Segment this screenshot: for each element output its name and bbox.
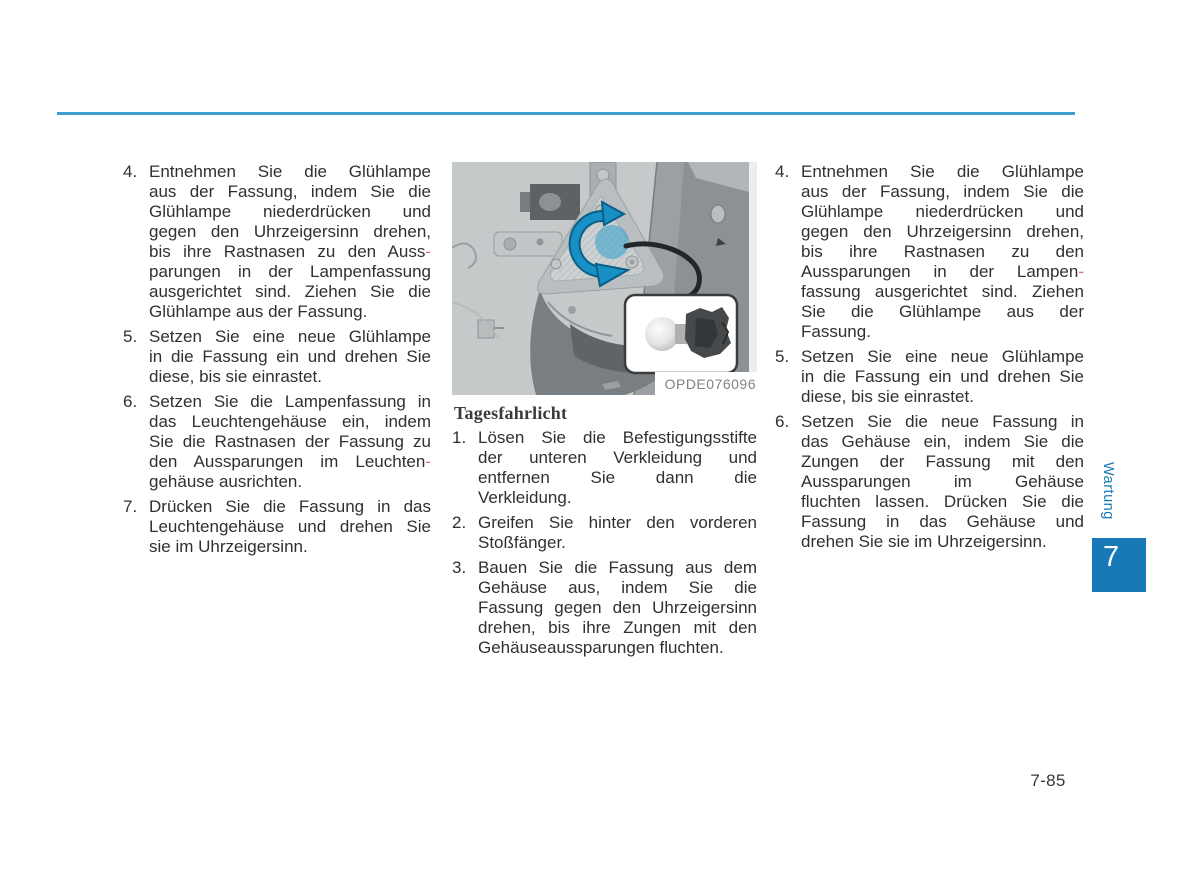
item-number: 4.	[775, 162, 790, 181]
bulb-inset	[625, 295, 737, 373]
item-number: 5.	[123, 327, 138, 346]
list-item	[775, 162, 1084, 342]
item-text	[801, 162, 1084, 342]
item-text	[149, 327, 431, 387]
chapter-number-badge: 7	[1092, 538, 1146, 592]
text-line: das Gehäuse ein, indem Sie die	[801, 432, 1084, 451]
text-line: Fassung in das Gehäuse und	[801, 512, 1084, 531]
item-number: 3.	[452, 558, 467, 577]
mounting-arm	[494, 232, 562, 256]
item-text	[801, 412, 1084, 552]
list-item	[123, 162, 431, 322]
text-line: bis ihre Rastnasen zu den	[801, 242, 1084, 261]
text-line: Glühlampe aus der Fassung.	[149, 302, 368, 321]
middle-column	[452, 162, 757, 663]
text-line: Glühlampe niederdrücken und	[801, 202, 1084, 221]
text-line: sie im Uhrzeigersinn.	[149, 537, 308, 556]
item-number: 1.	[452, 428, 467, 447]
text-line-segment: den Aussparungen im Leuchten	[149, 452, 426, 471]
lamp-housing-photo	[452, 162, 757, 395]
list-item	[452, 558, 757, 658]
list-item	[123, 497, 431, 557]
text-line-segment: bis ihre Rastnasen zu den Auss	[149, 242, 426, 261]
text-line: aus der Fassung, indem Sie die	[149, 182, 431, 201]
item-number: 7.	[123, 497, 138, 516]
text-line: Setzen Sie die Lampenfassung in	[149, 392, 431, 411]
section-heading: Tagesfahrlicht	[454, 403, 568, 423]
text-line: Setzen Sie eine neue Glühlampe	[149, 327, 431, 346]
text-line: drehen, bis ihre Zungen mit den	[478, 618, 757, 637]
text-line: fluchten lassen. Drücken Sie die	[801, 492, 1084, 511]
text-line: parungen in der Lampenfassung	[149, 262, 431, 281]
text-line: Glühlampe niederdrücken und	[149, 202, 431, 221]
text-line: Verkleidung.	[478, 488, 572, 507]
item-number: 6.	[775, 412, 790, 431]
item-number: 2.	[452, 513, 467, 532]
hyphenation-mark: -	[425, 242, 431, 261]
item-text	[149, 162, 431, 322]
text-line: Gehäuseaussparungen fluchten.	[478, 638, 724, 657]
text-line: Setzen Sie eine neue Glühlampe	[801, 347, 1084, 366]
text-line	[149, 242, 431, 262]
text-line: Bauen Sie die Fassung aus dem	[478, 558, 757, 577]
text-line: gehäuse ausrichten.	[149, 472, 303, 491]
text-line-segment: Aussparungen in der Lampen	[801, 262, 1079, 281]
item-text	[801, 347, 1084, 407]
text-line: Fassung gegen den Uhrzeigersinn	[478, 598, 757, 617]
text-line: in die Fassung ein und drehen Sie	[149, 347, 431, 366]
item-text	[149, 392, 431, 492]
left-column	[123, 162, 431, 562]
list-item	[775, 347, 1084, 407]
chapter-tab-label: Wartung	[1100, 462, 1116, 520]
list-item	[775, 412, 1084, 552]
text-line: in die Fassung ein und drehen Sie	[801, 367, 1084, 386]
text-line: aus der Fassung, indem Sie die	[801, 182, 1084, 201]
hyphenation-mark: -	[425, 452, 431, 471]
text-line: Entnehmen Sie die Glühlampe	[801, 162, 1084, 181]
list-item	[123, 392, 431, 492]
text-line: diese, bis sie einrastet.	[149, 367, 322, 386]
item-number: 6.	[123, 392, 138, 411]
text-line: das Leuchtengehäuse ein, indem	[149, 412, 431, 431]
text-line	[149, 452, 431, 472]
header-rule	[57, 112, 1075, 115]
hyphenation-mark: -	[1078, 262, 1084, 281]
item-text	[478, 513, 757, 553]
text-line: entfernen Sie dann die	[478, 468, 757, 487]
item-text	[478, 558, 757, 658]
text-line: Entnehmen Sie die Glühlampe	[149, 162, 431, 181]
text-line: diese, bis sie einrastet.	[801, 387, 974, 406]
list-item	[452, 428, 757, 508]
text-line: Setzen Sie die neue Fassung in	[801, 412, 1084, 431]
text-line: der unteren Verkleidung und	[478, 448, 757, 467]
text-line: fassung ausgerichtet sind. Ziehen	[801, 282, 1084, 301]
item-number: 4.	[123, 162, 138, 181]
text-line: Drücken Sie die Fassung in das	[149, 497, 431, 516]
text-line: drehen Sie sie im Uhrzeigersinn.	[801, 532, 1047, 551]
text-line: Lösen Sie die Befestigungsstifte	[478, 428, 757, 447]
figure	[452, 162, 757, 395]
text-line: Stoßfänger.	[478, 533, 566, 552]
text-line: Aussparungen im Gehäuse	[801, 472, 1084, 491]
text-line: ausgerichtet sind. Ziehen Sie die	[149, 282, 431, 301]
text-line: Gehäuse aus, indem Sie die	[478, 578, 757, 597]
text-line: Sie die Rastnasen der Fassung zu	[149, 432, 431, 451]
item-text	[478, 428, 757, 508]
text-line: Leuchtengehäuse und drehen Sie	[149, 517, 431, 536]
list-item	[123, 327, 431, 387]
text-line: Sie die Glühlampe aus der	[801, 302, 1084, 321]
item-text	[149, 497, 431, 557]
right-column	[775, 162, 1084, 557]
list-item	[452, 513, 757, 553]
text-line	[801, 262, 1084, 282]
text-line: gegen den Uhrzeigersinn drehen,	[149, 222, 431, 241]
middle-column-list	[452, 428, 757, 658]
item-number: 5.	[775, 347, 790, 366]
page-number: 7-85	[1030, 771, 1066, 790]
bulb-highlight-circle	[595, 225, 629, 259]
text-line: Zungen der Fassung mit den	[801, 452, 1084, 471]
figure-caption: OPDE076096	[655, 372, 757, 395]
text-line: Greifen Sie hinter den vorderen	[478, 513, 757, 532]
text-line: Fassung.	[801, 322, 871, 341]
text-line: gegen den Uhrzeigersinn drehen,	[801, 222, 1084, 241]
